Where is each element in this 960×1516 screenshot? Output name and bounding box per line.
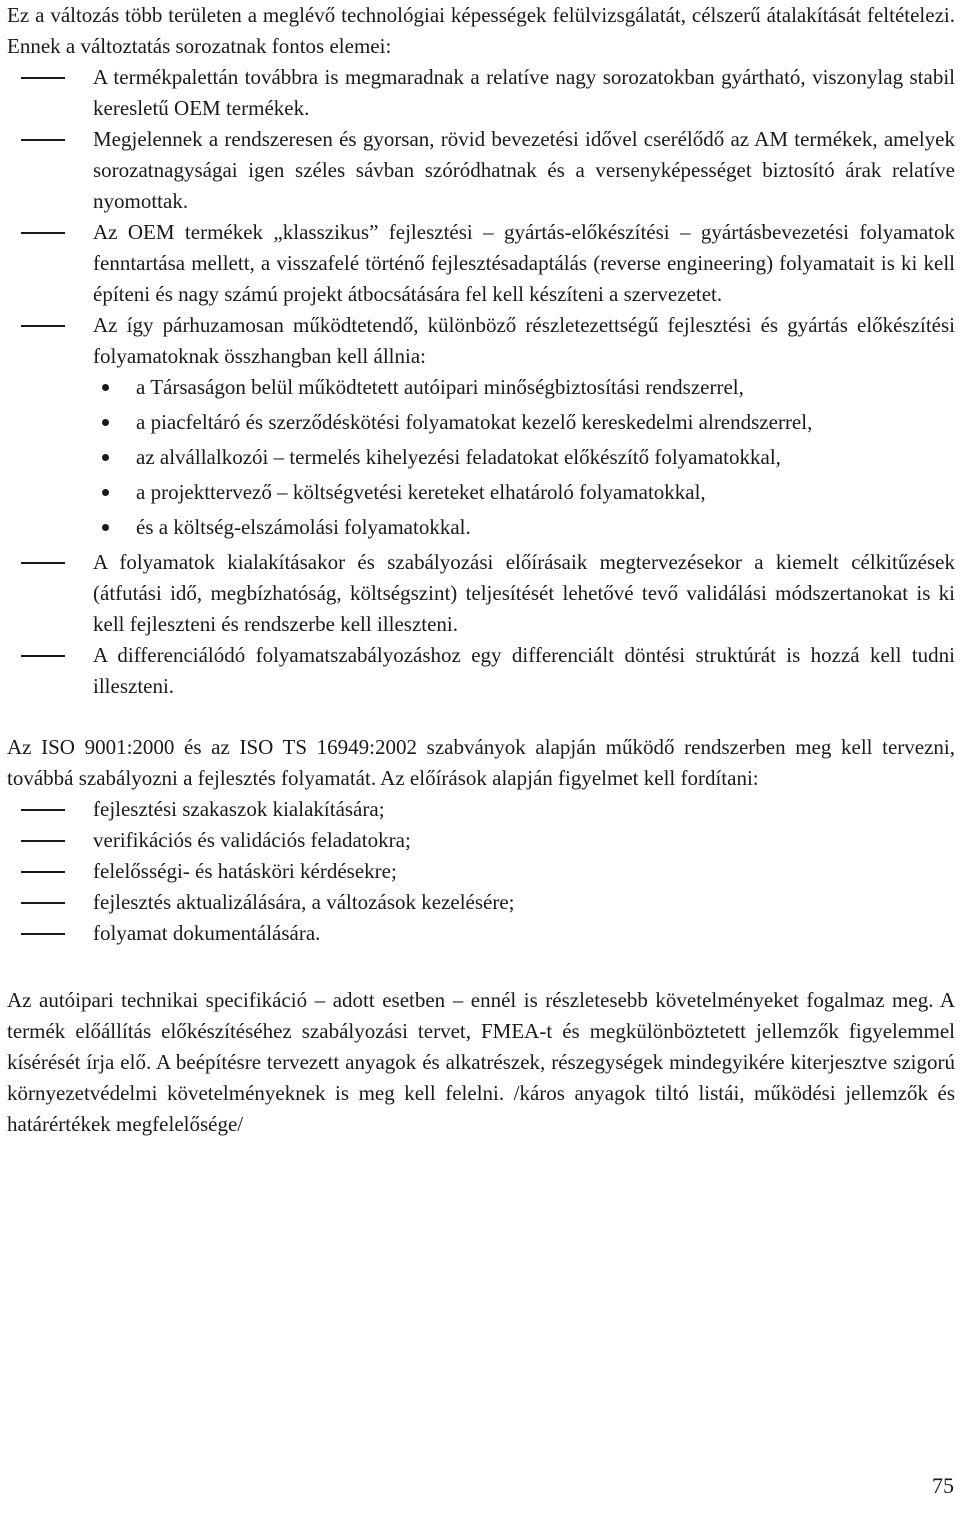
dash-list-item-text: Az így párhuzamosan működtetendő, különböző részletezettségű fejlesztési és gyártás előkészítési folyamatoknak összhangban kell állnia: [93,313,955,368]
attention-dash-list [7,794,955,949]
requirements-dash-list [7,62,955,702]
dash-list-item: fejlesztési szakaszok kialakítására; [7,794,955,825]
dash-list-item: A folyamatok kialakításakor és szabályozási előírásaik megtervezésekor a kiemelt célkitűzések (átfutási idő, megbízhatóság, költségszint) teljesítését lehetővé tevő validálási módszertanokat is ki kell fejleszteni és rendszerbe kell illeszteni. [7,547,955,640]
bullet-list-item: a piacfeltáró és szerződéskötési folyamatokat kezelő kereskedelmi alrendszerrel, [93,407,955,438]
document-page [7,0,955,1140]
dash-list-item: Az OEM termékek „klasszikus” fejlesztési – gyártás-előkészítési – gyártásbevezetési folyamatok fenntartása mellett, a visszafelé történő fejlesztésadaptálás (reverse engineering) folyamatait is ki kell építeni és nagy számú projekt átbocsátására fel kell készíteni a szervezetet. [7,217,955,310]
page-number: 75 [932,1473,954,1498]
dash-list-item: verifikációs és validációs feladatokra; [7,825,955,856]
iso-standards-paragraph: Az ISO 9001:2000 és az ISO TS 16949:2002 szabványok alapján működő rendszerben meg kell tervezni, továbbá szabályozni a fejlesztés folyamatát. Az előírások alapján figyelmet kell fordítani: [7,735,955,790]
dash-list-item: Megjelennek a rendszeresen és gyorsan, rövid bevezetési idővel cserélődő az AM termékek, amelyek sorozatnagyságai igen széles sávban szóródhatnak és a versenyképességet biztosító árak relatíve nyomottak. [7,124,955,217]
bullet-list-item: a Társaságon belül működtetett autóipari minőségbiztosítási rendszerrel, [93,372,955,403]
dash-list-item-with-sublist [7,310,955,543]
intro-paragraph: Ez a változás több területen a meglévő technológiai képességek felülvizsgálatát, célszerű átalakítását feltételezi. Ennek a változtatás sorozatnak fontos elemei: [7,3,955,58]
dash-list-item: A differenciálódó folyamatszabályozáshoz egy differenciált döntési struktúrát is hozzá kell tudni illeszteni. [7,640,955,702]
bullet-list-item: az alvállalkozói – termelés kihelyezési feladatokat előkészítő folyamatokkal, [93,442,955,473]
dash-list-item: A termékpalettán továbbra is megmaradnak a relatíve nagy sorozatokban gyártható, viszonylag stabil keresletű OEM termékek. [7,62,955,124]
alignment-bullet-list [93,372,955,543]
dash-list-item: fejlesztés aktualizálására, a változások kezelésére; [7,887,955,918]
bullet-list-item: a projekttervező – költségvetési kereteket elhatároló folyamatokkal, [93,477,955,508]
dash-list-item: folyamat dokumentálására. [7,918,955,949]
automotive-specification-paragraph: Az autóipari technikai specifikáció – adott esetben – ennél is részletesebb követelményeket fogalmaz meg. A termék előállítás előkészítéséhez szabályozási tervet, FMEA-t és megkülönböztetett jellemzők figyelemmel kísérését írja elő. A beépítésre tervezett anyagok és alkatrészek, részegységek mindegyikére kiterjesztve szigorú környezetvédelmi követelményeknek is meg kell felelni. /káros anyagok tiltó listái, működési jellemzők és határértékek megfelelősége/ [7,988,955,1136]
dash-list-item: felelősségi- és hatásköri kérdésekre; [7,856,955,887]
bullet-list-item: és a költség-elszámolási folyamatokkal. [93,512,955,543]
